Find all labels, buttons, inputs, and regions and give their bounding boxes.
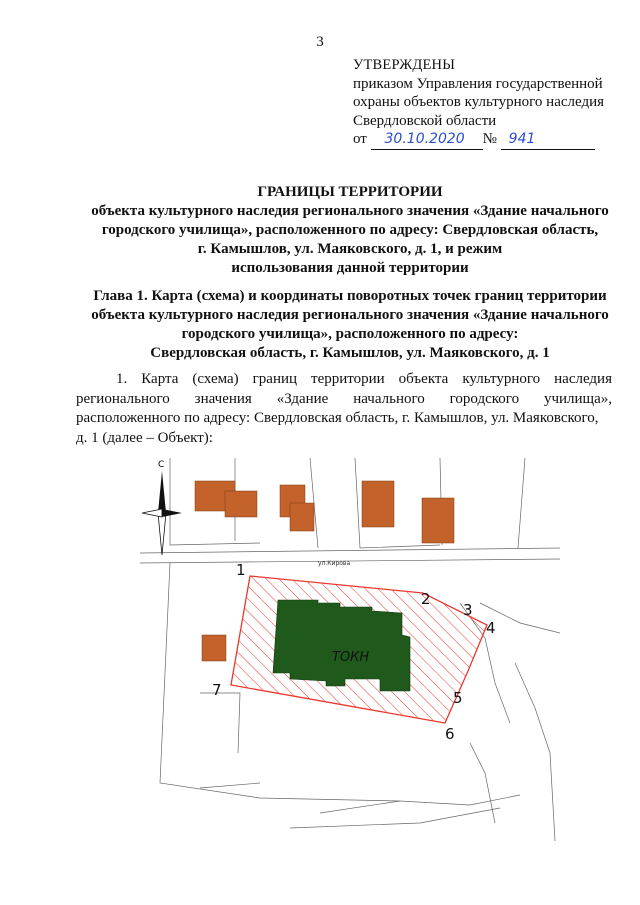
point-label-2: 2 — [421, 590, 431, 608]
point-label-7: 7 — [212, 681, 222, 699]
title-line-1: объекта культурного наследия регионального значения «Здание начального — [91, 203, 609, 219]
north-arrow-icon — [142, 460, 182, 555]
point-label-4: 4 — [486, 619, 496, 637]
house-4 — [290, 503, 314, 531]
house-2 — [225, 491, 257, 517]
number-label: № — [482, 131, 497, 147]
map-svg — [140, 453, 560, 841]
chapter-line-2: объекта культурного наследия регионального значения «Здание начального — [91, 307, 609, 323]
north-label: С — [158, 460, 165, 470]
paragraph-line-4: д. 1 (далее – Объект): — [76, 429, 213, 446]
point-label-5: 5 — [453, 689, 463, 707]
paragraph-line-2: регионального значения «Здание начального городского училища», — [76, 390, 612, 407]
approval-block — [353, 56, 633, 150]
house-6 — [422, 498, 454, 543]
house-7 — [202, 635, 226, 661]
point-label-1: 1 — [236, 561, 246, 579]
paragraph-line-1: 1. Карта (схема) границ территории объекта культурного наследия — [116, 371, 612, 387]
page-number: 3 — [316, 34, 324, 50]
title-heading: ГРАНИЦЫ ТЕРРИТОРИИ — [257, 184, 443, 200]
object-label-group — [322, 648, 376, 665]
territory-map — [140, 453, 560, 841]
house-5 — [362, 481, 394, 527]
approval-number: 941 — [501, 130, 595, 150]
chapter-heading — [60, 287, 640, 363]
title-line-4: использования данной территории — [231, 260, 469, 276]
title-line-2: городского училища», расположенного по адресу: Свердловская область, — [101, 222, 599, 238]
approval-line-1: приказом Управления государственной — [353, 75, 603, 92]
object-label: ТОКН — [332, 650, 370, 665]
paragraph-line-3: расположенного по адресу: Свердловская область, г. Камышлов, ул. Маяковского, — [76, 410, 599, 426]
street-label: ул.Кирова — [318, 560, 351, 567]
document-title — [60, 183, 640, 278]
chapter-line-4: Свердловская область, г. Камышлов, ул. Маяковского, д. 1 — [150, 345, 550, 361]
chapter-line-3: городского училища», расположенного по адресу: — [181, 326, 519, 342]
object-building — [273, 600, 410, 691]
point-label-3: 3 — [463, 601, 473, 619]
approval-line-3: Свердловской области — [353, 112, 497, 129]
approval-heading: УТВЕРЖДЕНЫ — [353, 57, 456, 73]
approval-date-number — [353, 130, 633, 150]
from-label: от — [353, 131, 367, 147]
approval-line-2: охраны объектов культурного наследия — [353, 94, 605, 110]
point-label-6: 6 — [445, 725, 455, 743]
paragraph-1 — [76, 370, 612, 448]
chapter-line-1: Глава 1. Карта (схема) и координаты поворотных точек границ территории — [93, 288, 607, 304]
title-line-3: г. Камышлов, ул. Маяковского, д. 1, и режим — [197, 241, 503, 257]
approval-date: 30.10.2020 — [371, 130, 483, 150]
